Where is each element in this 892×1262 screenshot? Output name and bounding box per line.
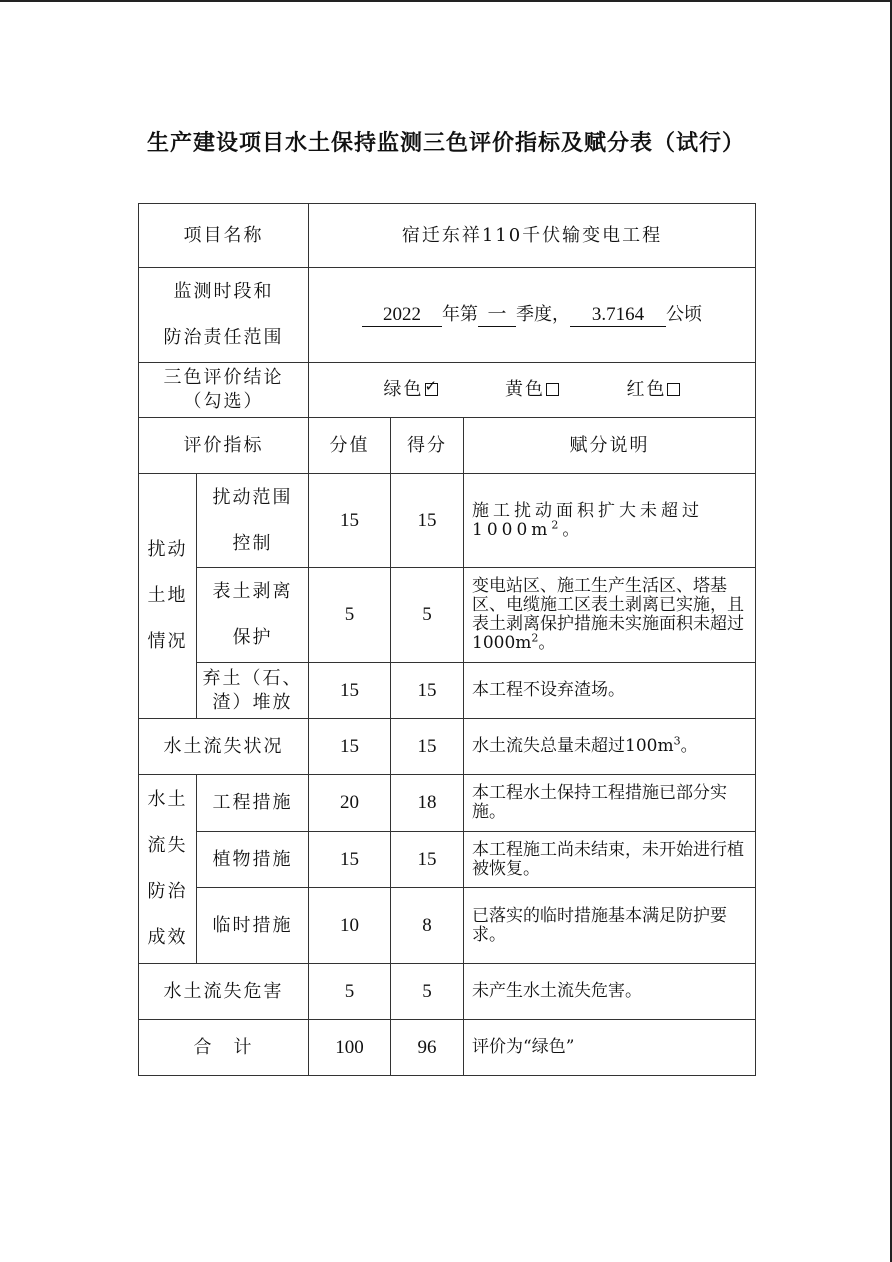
- indicator-name-line1: 扰动范围: [212, 486, 293, 508]
- indicator-name: 植物措施: [197, 832, 309, 888]
- period-area-unit: 公顷: [666, 304, 703, 325]
- explanation-sup: 3: [673, 734, 681, 748]
- explanation-text: 施工扰动面积扩大未超过1000m: [472, 500, 703, 540]
- group-disturbance-line2: 土地: [147, 585, 188, 606]
- table-row: [139, 568, 756, 663]
- score-value: 15: [309, 719, 391, 775]
- yellow-label: 黄色: [505, 379, 546, 400]
- table-row: [139, 474, 756, 568]
- conclusion-options: [309, 363, 756, 418]
- project-name-value: 宿迁东祥110千伏输变电工程: [309, 204, 756, 268]
- group-disturbance: [139, 474, 197, 719]
- red-option[interactable]: [626, 379, 680, 400]
- indicator-name-line2: 渣）堆放: [212, 691, 293, 713]
- period-row: [139, 268, 756, 363]
- explanation-sup: 2: [531, 631, 539, 645]
- score-value: 5: [309, 568, 391, 663]
- page-title: 生产建设项目水土保持监测三色评价指标及赋分表（试行）: [146, 131, 745, 156]
- score-value: 15: [309, 832, 391, 888]
- score-got: 8: [391, 888, 464, 964]
- score-value: 20: [309, 775, 391, 832]
- yellow-checkbox[interactable]: [546, 383, 559, 396]
- table-row: [139, 775, 756, 832]
- period-label: [139, 268, 309, 363]
- group-control-line1: 水土: [147, 789, 188, 810]
- indicator-name: [197, 474, 309, 568]
- explanation-tail: 。: [538, 633, 556, 653]
- header-score-value: 分值: [309, 418, 391, 474]
- score-got: 5: [391, 568, 464, 663]
- table-row: [139, 964, 756, 1020]
- score-got: 15: [391, 719, 464, 775]
- period-year-suffix: 年第: [442, 304, 479, 325]
- conclusion-label: [139, 363, 309, 418]
- yellow-option[interactable]: [505, 379, 559, 400]
- total-score-value: 100: [309, 1020, 391, 1076]
- explanation: 本工程不设弃渣场。: [464, 663, 756, 719]
- period-area: 3.7164: [570, 304, 666, 327]
- score-value: 10: [309, 888, 391, 964]
- period-value: [309, 268, 756, 363]
- score-got: 15: [391, 474, 464, 568]
- indicator-name: [197, 568, 309, 663]
- conclusion-label-line1: 三色评价结论: [163, 367, 284, 388]
- evaluation-table: [138, 203, 756, 1076]
- indicator-name-line1: 弃土（石、: [202, 667, 303, 689]
- explanation-text: 变电站区、施工生产生活区、塔基区、电缆施工区表土剥离已实施，且表土剥离保护措施未实施面积未超过1000m: [472, 576, 744, 653]
- score-value: 15: [309, 663, 391, 719]
- group-control-line3: 防治: [147, 881, 188, 902]
- header-indicator: 评价指标: [139, 418, 309, 474]
- explanation: [464, 474, 756, 568]
- indicator-name: 水土流失危害: [139, 964, 309, 1020]
- explanation: 本工程施工尚未结束，未开始进行植被恢复。: [464, 832, 756, 888]
- project-name-row: [139, 204, 756, 268]
- score-got: 5: [391, 964, 464, 1020]
- indicator-name: 临时措施: [197, 888, 309, 964]
- total-score-got: 96: [391, 1020, 464, 1076]
- explanation-sup: 2: [551, 517, 563, 531]
- explanation: [464, 568, 756, 663]
- header-row: [139, 418, 756, 474]
- period-label-line1: 监测时段和: [173, 281, 274, 302]
- explanation: 未产生水土流失危害。: [464, 964, 756, 1020]
- indicator-name-line2: 控制: [232, 532, 273, 554]
- header-score-got: 得分: [391, 418, 464, 474]
- explanation: 本工程水土保持工程措施已部分实施。: [464, 775, 756, 832]
- indicator-name-line2: 保护: [232, 627, 273, 648]
- top-border-line: [0, 0, 892, 2]
- indicator-name: 水土流失状况: [139, 719, 309, 775]
- table-row: [139, 719, 756, 775]
- green-option[interactable]: [384, 379, 438, 400]
- period-quarter: 一: [478, 304, 516, 327]
- header-explanation: 赋分说明: [464, 418, 756, 474]
- score-value: 15: [309, 474, 391, 568]
- total-row: [139, 1020, 756, 1076]
- group-control-effect: [139, 775, 197, 964]
- green-label: 绿色: [383, 379, 424, 400]
- conclusion-label-line2: （勾选）: [183, 391, 264, 412]
- table-row: [139, 888, 756, 964]
- explanation-tail: 。: [680, 736, 698, 756]
- project-name-label: 项目名称: [139, 204, 309, 268]
- period-quarter-suffix: 季度，: [516, 304, 571, 325]
- check-icon: ✓: [424, 377, 440, 395]
- score-got: 15: [391, 663, 464, 719]
- group-disturbance-line1: 扰动: [147, 539, 188, 560]
- total-explanation: 评价为“绿色”: [464, 1020, 756, 1076]
- indicator-name: [197, 663, 309, 719]
- indicator-name-line1: 表土剥离: [212, 581, 293, 602]
- explanation: 已落实的临时措施基本满足防护要求。: [464, 888, 756, 964]
- score-value: 5: [309, 964, 391, 1020]
- indicator-name: 工程措施: [197, 775, 309, 832]
- total-label: 合 计: [139, 1020, 309, 1076]
- table-row: [139, 832, 756, 888]
- period-year: 2022: [362, 304, 442, 327]
- explanation-tail: 。: [562, 519, 584, 540]
- period-label-line2: 防治责任范围: [163, 327, 284, 348]
- group-disturbance-line3: 情况: [147, 631, 188, 652]
- red-label: 红色: [626, 379, 667, 400]
- explanation: [464, 719, 756, 775]
- green-checkbox[interactable]: [424, 377, 440, 396]
- red-checkbox[interactable]: [667, 383, 680, 396]
- score-got: 18: [391, 775, 464, 832]
- group-control-line4: 成效: [147, 927, 188, 948]
- conclusion-row: [139, 363, 756, 418]
- explanation-text: 水土流失总量未超过100m: [472, 736, 674, 756]
- table-row: [139, 663, 756, 719]
- score-got: 15: [391, 832, 464, 888]
- group-control-line2: 流失: [147, 835, 188, 856]
